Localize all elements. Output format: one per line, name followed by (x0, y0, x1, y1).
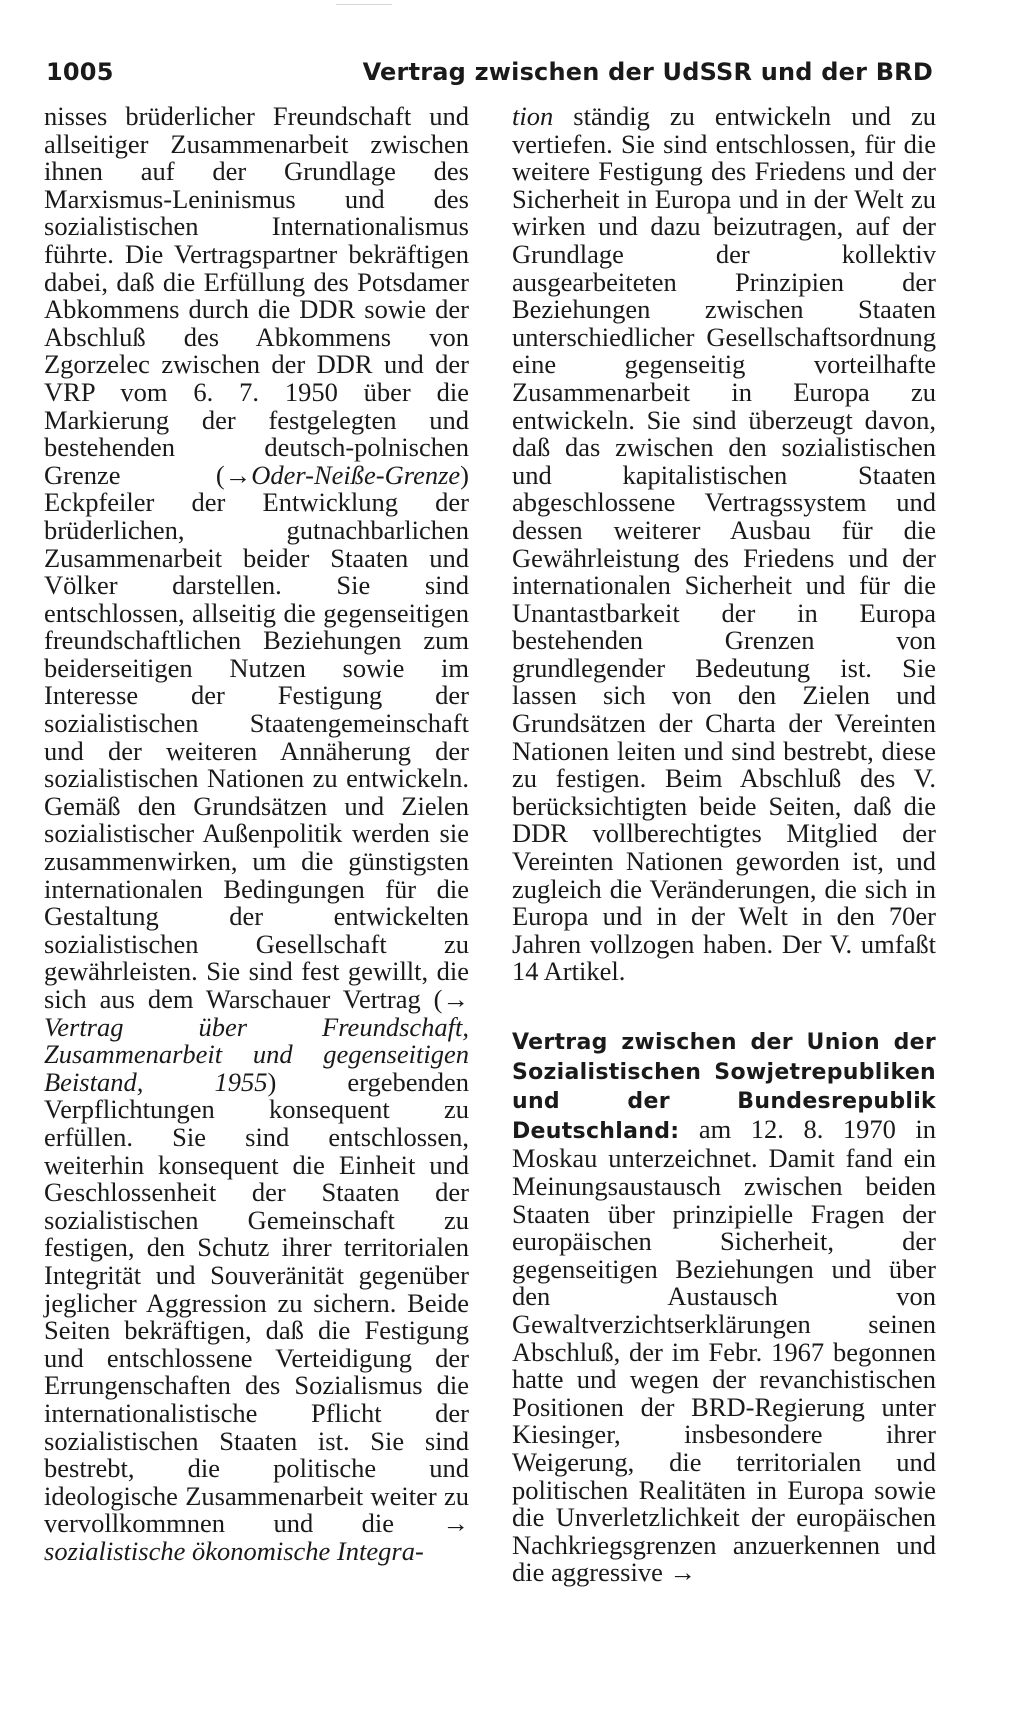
page-number: 1005 (46, 58, 114, 86)
cross-reference-arrow: → (442, 1508, 469, 1539)
cross-reference-arrow: → (669, 1557, 696, 1588)
running-title: Vertrag zwischen der UdSSR und der BRD (362, 58, 933, 86)
right-column (512, 103, 936, 1587)
cross-reference-link[interactable]: Vertrag über Freundschaft, Zusammenarbeit und gegenseitigen Beistand, 1955 (44, 1011, 469, 1097)
entry-text-continued: nisses brüderlicher Freundschaft und allseitiger Zusammenarbeit zwischen ihnen auf der Grundlage des Marxismus-Leninismus und des sozialistischen Internationalismus führte. Die Vertragspartner bekräftigen dabei, daß die Erfüllung des Potsdamer Abkommens durch die DDR sowie der Abschluß des Abkommens von Zgorzelec zwischen der DDR und der VRP vom 6. 7. 1950 über die Markierung der festgelegten und bestehenden deutsch-polnischen Grenze (→Oder-Neiße-Grenze) Eckpfeiler der Entwicklung der brüderlichen, gutnachbarlichen Zusammenarbeit beider Staaten und Völker darstellen. Sie sind entschlossen, allseitig die gegenseitigen freundschaftlichen Beziehungen zum beiderseitigen Nutzen sowie im Interesse der Festigung der sozialistischen Staatengemeinschaft und der weiteren Annäherung der sozialistischen Nationen zu entwickeln. Gemäß den Grundsätzen und Zielen sozialistischer Außenpolitik werden sie zusammenwirken, um die günstigsten internationalen Bedingungen für die Gestaltung der entwickelten sozialistischen Gesellschaft zu gewährleisten. Sie sind fest gewillt, die sich aus dem Warschauer Vertrag (→ Vertrag über Freundschaft, Zusammenarbeit und gegenseitigen Beistand, 1955) ergebenden Verpflichtungen konsequent zu erfüllen. Sie sind entschlossen, weiterhin konsequent die Einheit und Geschlossenheit der Staaten der sozialistischen Gemeinschaft zu festigen, den Schutz ihrer territorialen Integrität und Souveränität gegenüber jeglicher Aggression zu sichern. Beide Seiten bekräftigen, daß die Festigung und entschlossene Verteidigung der Errungenschaften des Sozialismus die internationalistische Pflicht der sozialistischen Staaten ist. Sie sind bestrebt, die politische und ideologische Zusammenarbeit weiter zu vervollkommnen und die → sozialistische ökonomische Integra- (44, 101, 469, 1566)
entry-headword: Vertrag zwischen der Union der Sozialistischen Sowjetrepubliken und der Bundesrepublik Deutschland: (512, 1030, 936, 1144)
left-column (44, 103, 469, 1565)
page-header (46, 46, 933, 86)
dictionary-entry: Vertrag zwischen der Union der Sozialistischen Sowjetrepubliken und der Bundesrepublik Deutschland: am 12. 8. 1970 in Moskau unterzeichnet. Damit fand ein Meinungsaustausch zwischen beiden Staaten über prinzipielle Fragen der europäischen Sicherheit, der gegenseitigen Beziehungen und über den Austausch von Gewaltverzichtserklärungen seinen Abschluß, der im Febr. 1967 begonnen hatte und wegen der revanchistischen Positionen der BRD-Regierung unter Kiesinger, insbesondere ihrer Weigerung, die territorialen und politischen Realitäten in Europa sowie die Unverletzlichkeit der europäischen Nachkriegsgrenzen anzuerkennen und die aggressive → (512, 1030, 936, 1588)
scan-artifact (336, 4, 392, 11)
cross-reference-link[interactable]: Oder-Neiße-Grenze (251, 459, 461, 490)
cross-reference-link[interactable]: sozialistische ökonomische Integra- (44, 1535, 424, 1566)
cross-reference-link[interactable]: tion (512, 101, 554, 131)
cross-reference-arrow: → (224, 459, 252, 490)
entry-text-continued: tion ständig zu entwickeln und zu vertiefen. Sie sind entschlossen, für die weitere Festigung des Friedens und der Sicherheit in Europa und in der Welt zu wirken und dazu beizutragen, auf der Grundlage der kollektiv ausgearbeiteten Prinzipien der Beziehungen zwischen Staaten unterschiedlicher Gesellschaftsordnung eine gegenseitig vorteilhafte Zusammenarbeit in Europa zu entwickeln. Sie sind überzeugt davon, daß das zwischen den sozialistischen und kapitalistischen Staaten abgeschlossene Vertragssystem und dessen weiterer Ausbau für die Gewährleistung des Friedens und der internationalen Sicherheit und für die Unantastbarkeit der in Europa bestehenden Grenzen von grundlegender Bedeutung ist. Sie lassen sich von den Zielen und Grundsätzen der Charta der Vereinten Nationen leiten und sind bestrebt, diese zu festigen. Beim Abschluß des V. berücksichtigten beide Seiten, daß die DDR vollberechtigtes Mitglied der Vereinten Nationen geworden ist, und zugleich die Veränderungen, die sich in Europa und in der Welt in den 70er Jahren vollzogen haben. Der V. umfaßt 14 Artikel. (512, 101, 936, 987)
cross-reference-arrow: → (442, 984, 469, 1014)
